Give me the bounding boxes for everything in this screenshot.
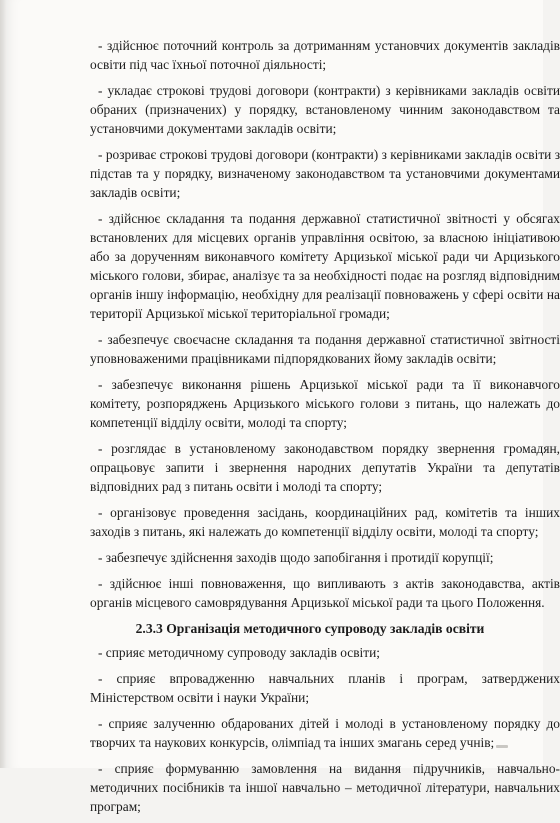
paragraph: - здійснює складання та подання державної статистичної звітності у обсягах встановлених для місцевих органів управління освітою, за власною ініціативою або за дорученням виконавчого комітету Арцизької міської ради чи Арцизького міського голови, збирає, аналізує та за необхідності подає на розгляд відповідним органів іншу інформацію, необхідну для реалізації повноважень у сфері освіти на території Арцизької міської територіальної громади; — [90, 211, 560, 321]
page-fold-shadow — [0, 0, 6, 768]
paragraph: - здійснює інші повноваження, що випливають з актів законодавства, актів органів місцевого самоврядування Арцизької міської ради та цього Положення. — [90, 576, 560, 610]
paragraph: - організовує проведення засідань, координаційних рад, комітетів та інших заходів з питань, які належать до компетенції відділу освіти, молоді та спорту; — [90, 505, 560, 539]
paragraph: - сприяє формуванню замовлення на видання підручників, навчально-методичних посібників та іншої навчально – методичної літератури, навчальних програм; — [90, 761, 560, 814]
paragraph: - здійснює поточний контроль за дотриманням установчих документів закладів освіти під час їхньої поточної діяльності; — [90, 38, 560, 72]
paragraph: - забезпечує виконання рішень Арцизької міської ради та її виконавчого комітету, розпоряджень Арцизького міського голови з питань, що належать до компетенції відділу освіти, молоді та спорту; — [90, 377, 560, 430]
paragraph: - розглядає в установленому законодавством порядку звернення громадян, опрацьовує запити і звернення народних депутатів України та депутатів відповідних рад з питань освіти і молоді та спорту; — [90, 441, 560, 494]
paragraph: - сприяє впровадженню навчальних планів і програм, затверджених Міністерством освіти і науки України; — [90, 671, 560, 705]
paragraph: - сприяє методичному супроводу закладів освіти; — [98, 645, 381, 660]
paragraph: - розриває строкові трудові договори (контракти) з керівниками закладів освіти з підстав та у порядку, визначеному законодавством та установчими документами закладів освіти; — [90, 147, 560, 200]
section-heading: 2.3.3 Організація методичного супроводу закладів освіти — [135, 621, 485, 636]
document-body — [90, 36, 560, 823]
paragraph: - сприяє залученню обдарованих дітей і молоді в установленому порядку до творчих та наукових конкурсів, олімпіад та інших змагань серед учнів; — [90, 716, 560, 750]
paragraph: - забезпечує своєчасне складання та подання державної статистичної звітності уповноваженими працівниками підпорядкованих йому закладів освіти; — [90, 332, 560, 366]
paragraph: - укладає строкові трудові договори (контракти) з керівниками закладів освіти обраних (призначених) у порядку, встановленому чинним законодавством та установчими документами закладів освіти; — [90, 83, 560, 136]
scan-mark — [496, 745, 508, 748]
paragraph: - забезпечує здійснення заходів щодо запобігання і протидії корупції; — [98, 550, 494, 565]
